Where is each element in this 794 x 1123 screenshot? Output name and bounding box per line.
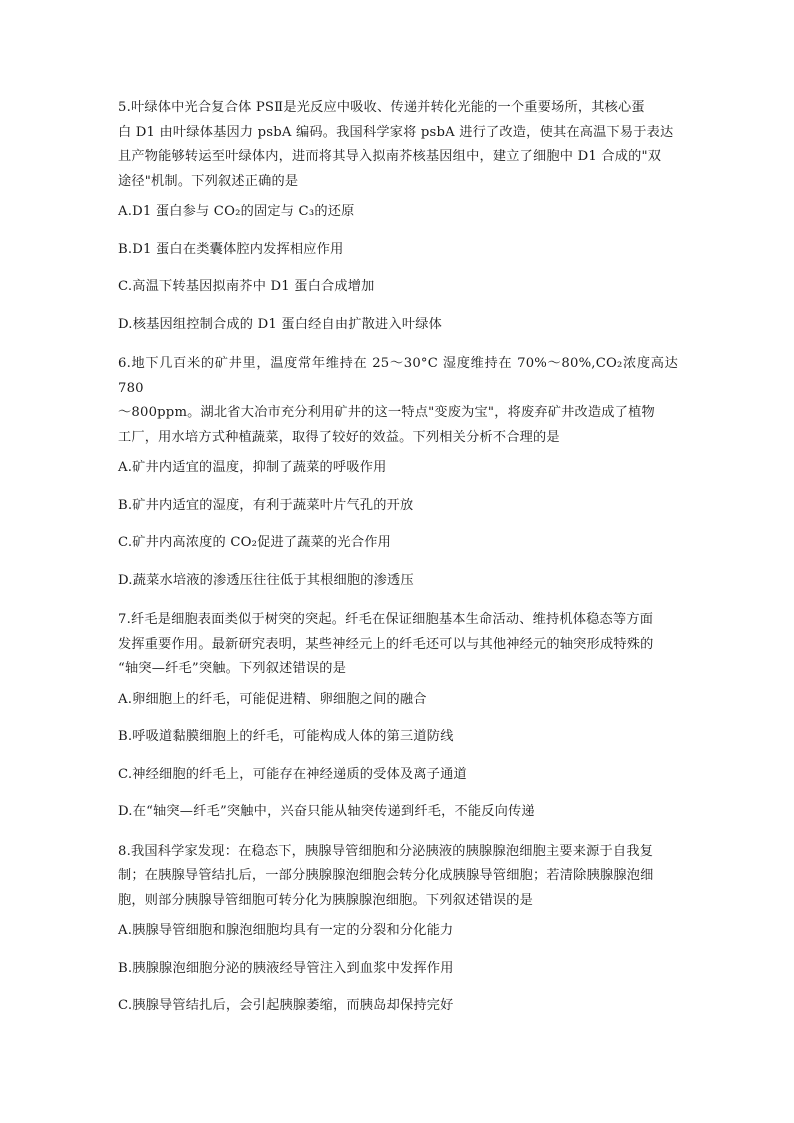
- question-stem: [118, 352, 678, 450]
- stem-line: “轴突—纤毛”突触。下列叙述错误的是: [118, 661, 347, 676]
- option-a: A.胰腺导管细胞和腺泡细胞均具有一定的分裂和分化能力: [118, 923, 454, 938]
- option-c: C.胰腺导管结扎后，会引起胰腺萎缩，而胰岛却保持完好: [118, 998, 454, 1013]
- option-c: C.矿井内高浓度的 CO₂促进了蔬菜的光合作用: [118, 535, 391, 550]
- stem-line: 工厂，用水培方式种植蔬菜，取得了较好的效益。下列相关分析不合理的是: [118, 429, 560, 445]
- question-stem: [118, 96, 678, 194]
- option-b: B.D1 蛋白在类囊体腔内发挥相应作用: [118, 241, 344, 257]
- question-8: [118, 840, 678, 1017]
- option-c: C.神经细胞的纤毛上，可能存在神经递质的受体及离子通道: [118, 766, 467, 782]
- option-a: A.D1 蛋白参与 CO₂的固定与 C₃的还原: [118, 204, 355, 219]
- option-a: A.矿井内适宜的温度，抑制了蔬菜的呼吸作用: [118, 460, 387, 475]
- stem-line: 且产物能够转运至叶绿体内，进而将其导入拟南芥核基因组中，建立了细胞中 D1 合成的"双: [118, 149, 662, 164]
- stem-line: 发挥重要作用。最新研究表明，某些神经元上的纤毛还可以与其他神经元的轴突形成特殊的: [118, 636, 654, 652]
- option-b: B.矿井内适宜的湿度，有利于蔬菜叶片气孔的开放: [118, 497, 414, 513]
- option-d: D.在“轴突—纤毛”突触中，兴奋只能从轴突传递到纤毛，不能反向传递: [118, 804, 535, 819]
- stem-line: 途径"机制。下列叙述正确的是: [118, 173, 299, 189]
- stem-line: 胞，则部分胰腺导管细胞可转分化为胰腺腺泡细胞。下列叙述错误的是: [118, 892, 534, 908]
- option-d: D.蔬菜水培液的渗透压往往低于其根细胞的渗透压: [118, 572, 414, 588]
- option-b: B.胰腺腺泡细胞分泌的胰液经导管注入到血浆中发挥作用: [118, 960, 454, 976]
- stem-line: 5.叶绿体中光合复合体 PSⅡ是光反应中吸收、传递并转化光能的一个重要场所，其核心蛋: [118, 100, 645, 115]
- question-5: [118, 96, 678, 335]
- document-page: [118, 96, 678, 1034]
- question-7: [118, 608, 678, 822]
- stem-line: 7.纤毛是细胞表面类似于树突的突起。纤毛在保证细胞基本生命活动、维持机体稳态等方面: [118, 612, 654, 627]
- stem-line: 8.我国科学家发现：在稳态下，胰腺导管细胞和分泌胰液的胰腺腺泡细胞主要来源于自我复: [118, 843, 654, 859]
- stem-line: 制；在胰腺导管结扎后，一部分胰腺腺泡细胞会转分化成胰腺导管细胞；若清除胰腺腺泡细: [118, 868, 654, 883]
- stem-line: 6.地下几百米的矿井里，温度常年维持在 25～30°C 湿度维持在 70%～80%,CO₂浓度高达 780: [118, 356, 678, 396]
- option-b: B.呼吸道黏膜细胞上的纤毛，可能构成人体的第三道防线: [118, 729, 454, 744]
- option-c: C.高温下转基因拟南芥中 D1 蛋白合成增加: [118, 279, 375, 294]
- question-stem: [118, 608, 678, 682]
- stem-line: ～800ppm。湖北省大冶市充分利用矿井的这一特点"变废为宝"，将废弃矿井改造成了植物: [118, 405, 655, 420]
- question-stem: [118, 840, 678, 914]
- option-d: D.核基因组控制合成的 D1 蛋白经自由扩散进入叶绿体: [118, 316, 442, 332]
- question-6: [118, 352, 678, 591]
- option-a: A.卵细胞上的纤毛，可能促进精、卵细胞之间的融合: [118, 691, 427, 707]
- stem-line: 白 D1 由叶绿体基因力 psbA 编码。我国科学家将 psbA 进行了改造，使其在高温下易于表达: [118, 124, 674, 140]
